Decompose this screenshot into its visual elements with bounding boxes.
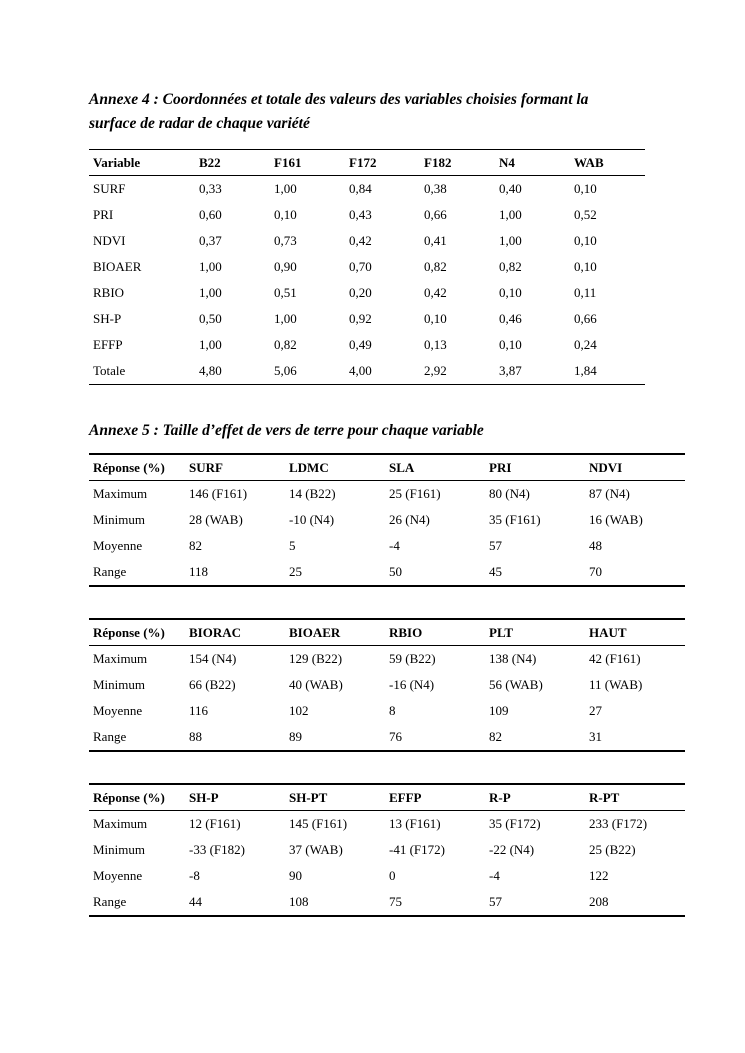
table-row [89,176,645,203]
table-cell: 1,84 [574,363,597,378]
table-cell: 80 (N4) [489,486,530,501]
table-cell: 145 (F161) [289,816,348,831]
table-row [89,698,685,724]
table-cell: 0,82 [274,337,297,352]
table-cell: 1,00 [274,311,297,326]
table-cell: 4,00 [349,363,372,378]
table-row [89,254,645,280]
table-cell: 42 (F161) [589,651,641,666]
table-cell: 0,50 [199,311,222,326]
table-cell: 89 [289,729,302,744]
column-header: RBIO [389,624,423,640]
table-cell: 40 (WAB) [289,677,343,692]
table-cell: 0,73 [274,233,297,248]
table-cell: Moyenne [93,538,143,553]
table-cell: 1,00 [199,285,222,300]
table-row [89,863,685,889]
table-cell: 44 [189,894,202,909]
table-cell: NDVI [93,233,126,248]
annexe4-title-line1: Annexe 4 : Coordonnées et totale des valeurs des variables choisies formant la [89,91,589,108]
table-cell: 56 (WAB) [489,677,543,692]
table-row [89,358,645,385]
table-cell: 57 [489,538,502,553]
table-row [89,533,685,559]
table-cell: 27 [589,703,602,718]
table-cell: 0,41 [424,233,447,248]
table-header-row [89,784,685,811]
table-cell: 0,33 [199,181,222,196]
column-header: F182 [424,154,452,170]
table-cell: Totale [93,363,126,378]
table-row [89,646,685,673]
table-cell: -10 (N4) [289,512,335,527]
table-cell: -22 (N4) [489,842,535,857]
table-cell: 1,00 [199,259,222,274]
table-cell: 0,92 [349,311,372,326]
table-cell: 8 [389,703,396,718]
column-header: R-P [489,789,511,805]
table-row [89,724,685,751]
table-row [89,507,685,533]
table-row [89,280,645,306]
column-header: PRI [489,459,512,475]
column-header: BIORAC [189,624,242,640]
annexe4-title-line2: surface de radar de chaque variété [89,115,310,132]
table-cell: 48 [589,538,602,553]
table-cell: 108 [289,894,309,909]
table-cell: 0,82 [499,259,522,274]
table-cell: 57 [489,894,502,909]
annexe5-table-1 [89,453,685,587]
annexe4-table [89,149,645,385]
table-cell: 0,43 [349,207,372,222]
column-header: SH-P [189,789,219,805]
table-cell: 0,10 [499,337,522,352]
table-cell: -16 (N4) [389,677,435,692]
table-cell: 102 [289,703,309,718]
table-cell: 59 (B22) [389,651,436,666]
table-cell: Range [93,729,127,744]
column-header: SURF [189,459,223,475]
table-cell: -41 (F172) [389,842,445,857]
table-cell: -8 [189,868,200,883]
table-cell: 16 (WAB) [589,512,643,527]
table-cell: 88 [189,729,202,744]
table-cell: 11 (WAB) [589,677,643,692]
table-cell: -4 [489,868,500,883]
table-cell: 0,66 [574,311,597,326]
column-header: SH-PT [289,789,328,805]
table-cell: 0,38 [424,181,447,196]
table-row [89,481,685,508]
table-header-row [89,454,685,481]
table-cell: Minimum [93,677,146,692]
column-header: BIOAER [289,624,341,640]
table-cell: SURF [93,181,126,196]
table-cell: 1,00 [499,207,522,222]
column-header: Variable [93,154,141,170]
table-cell: 12 (F161) [189,816,241,831]
column-header: Réponse (%) [93,789,165,805]
table-cell: 35 (F161) [489,512,541,527]
table-cell: 0,20 [349,285,372,300]
table-cell: 5 [289,538,296,553]
table-cell: 0,10 [574,233,597,248]
table-cell: 14 (B22) [289,486,336,501]
annexe5-table-3 [89,783,685,917]
table-cell: 82 [489,729,502,744]
table-row [89,228,645,254]
table-row [89,672,685,698]
table-cell: Maximum [93,651,148,666]
table-header-row [89,619,685,646]
table-cell: -4 [389,538,400,553]
table-cell: 0,10 [499,285,522,300]
table-cell: Maximum [93,816,148,831]
table-cell: Minimum [93,512,146,527]
table-row [89,837,685,863]
column-header: F161 [274,154,302,170]
table-cell: 138 (N4) [489,651,537,666]
table-cell: SH-P [93,311,122,326]
table-cell: 116 [189,703,209,718]
table-cell: 0,40 [499,181,522,196]
table-header-row [89,150,645,176]
column-header: LDMC [289,459,329,475]
table-cell: 25 (B22) [589,842,636,857]
annexe5-table-2 [89,618,685,752]
table-cell: 1,00 [274,181,297,196]
table-cell: 76 [389,729,402,744]
column-header: NDVI [589,459,623,475]
column-header: R-PT [589,789,620,805]
table-cell: 28 (WAB) [189,512,243,527]
table-cell: 0,42 [424,285,447,300]
table-cell: 5,06 [274,363,297,378]
annexe4-title [89,88,588,136]
table-cell: 233 (F172) [589,816,648,831]
table-cell: 45 [489,564,502,579]
table-cell: 26 (N4) [389,512,430,527]
table-cell: Moyenne [93,868,143,883]
table-cell: 0,82 [424,259,447,274]
table-cell: 0,52 [574,207,597,222]
table-cell: 0,70 [349,259,372,274]
column-header: B22 [199,154,221,170]
column-header: WAB [574,154,604,170]
table-cell: 0,10 [274,207,297,222]
table-cell: PRI [93,207,114,222]
table-cell: 3,87 [499,363,522,378]
table-cell: Range [93,894,127,909]
table-cell: 1,00 [199,337,222,352]
table-cell: 146 (F161) [189,486,248,501]
column-header: HAUT [589,624,627,640]
table-cell: 50 [389,564,402,579]
table-cell: 66 (B22) [189,677,236,692]
table-cell: 0,10 [424,311,447,326]
table-cell: Maximum [93,486,148,501]
table-cell: Range [93,564,127,579]
table-cell: 208 [589,894,609,909]
table-cell: 109 [489,703,509,718]
table-cell: 90 [289,868,302,883]
table-row [89,202,645,228]
table-cell: 118 [189,564,209,579]
table-cell: EFFP [93,337,123,352]
table-cell: 13 (F161) [389,816,441,831]
table-row [89,559,685,586]
table-cell: 0,24 [574,337,597,352]
table-cell: 0,90 [274,259,297,274]
table-cell: 31 [589,729,602,744]
table-cell: 0,66 [424,207,447,222]
column-header: F172 [349,154,377,170]
table-cell: -33 (F182) [189,842,245,857]
table-cell: 0,11 [574,285,597,300]
table-cell: Minimum [93,842,146,857]
table-cell: 70 [589,564,602,579]
table-cell: 122 [589,868,609,883]
table-cell: 4,80 [199,363,222,378]
table-cell: Moyenne [93,703,143,718]
table-cell: 25 (F161) [389,486,441,501]
table-cell: RBIO [93,285,125,300]
table-cell: 0,46 [499,311,522,326]
column-header: Réponse (%) [93,624,165,640]
table-cell: 0,51 [274,285,297,300]
column-header: EFFP [389,789,422,805]
table-row [89,332,645,358]
table-cell: 35 (F172) [489,816,541,831]
table-cell: 129 (B22) [289,651,343,666]
column-header: Réponse (%) [93,459,165,475]
table-row [89,889,685,916]
column-header: SLA [389,459,415,475]
table-cell: 0,13 [424,337,447,352]
annexe5-title: Annexe 5 : Taille d’effet de vers de terre pour chaque variable [89,422,484,439]
table-row [89,306,645,332]
table-cell: 0 [389,868,396,883]
table-cell: 0,60 [199,207,222,222]
table-cell: 82 [189,538,202,553]
table-row [89,811,685,838]
table-cell: 87 (N4) [589,486,630,501]
table-cell: 75 [389,894,402,909]
table-cell: BIOAER [93,259,142,274]
table-cell: 0,37 [199,233,222,248]
table-cell: 37 (WAB) [289,842,343,857]
table-cell: 2,92 [424,363,447,378]
table-cell: 154 (N4) [189,651,237,666]
table-cell: 0,10 [574,259,597,274]
table-cell: 0,42 [349,233,372,248]
column-header: PLT [489,624,514,640]
table-cell: 0,84 [349,181,372,196]
table-cell: 0,10 [574,181,597,196]
column-header: N4 [499,154,515,170]
table-cell: 1,00 [499,233,522,248]
table-cell: 25 [289,564,302,579]
table-cell: 0,49 [349,337,372,352]
